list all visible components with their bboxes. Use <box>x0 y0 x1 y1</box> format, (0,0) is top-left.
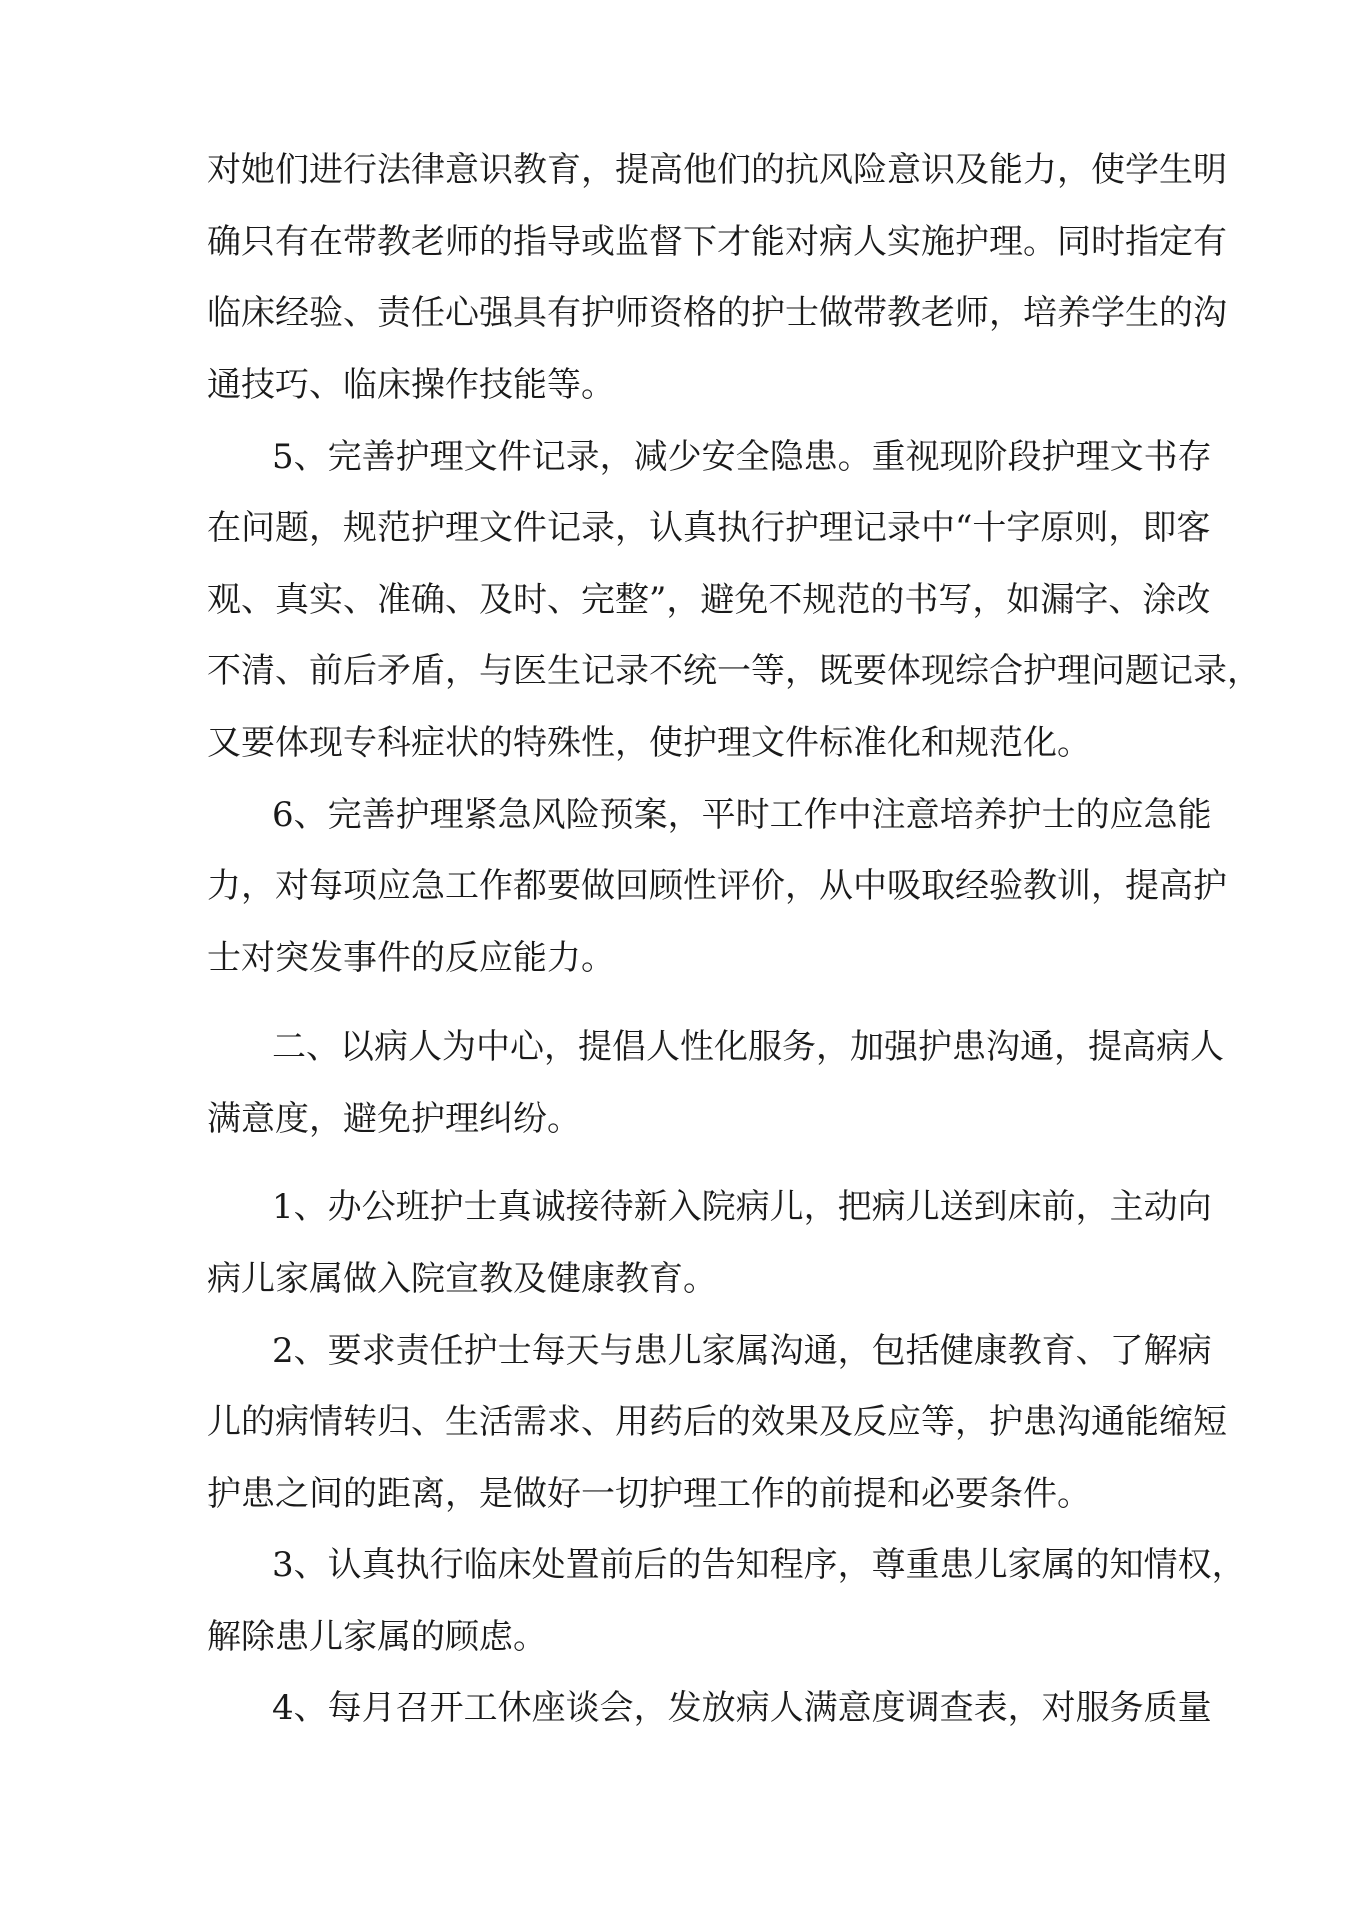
text-line: 解除患儿家属的顾虑。 <box>207 1617 547 1657</box>
text-line: 护患之间的距离，是做好一切护理工作的前提和必要条件。 <box>207 1474 1091 1514</box>
text-line: 士对突发事件的反应能力。 <box>207 938 615 978</box>
text-line: 6、完善护理紧急风险预案，平时工作中注意培养护士的应急能 <box>272 795 1212 835</box>
text-line: 3、认真执行临床处置前后的告知程序，尊重患儿家属的知情权， <box>272 1545 1246 1585</box>
text-line: 力，对每项应急工作都要做回顾性评价，从中吸取经验教训，提高护 <box>207 866 1227 906</box>
text-line: 观、真实、准确、及时、完整”，避免不规范的书写，如漏字、涂改 <box>207 580 1211 620</box>
text-line: 不清、前后矛盾，与医生记录不统一等，既要体现综合护理问题记录， <box>207 651 1261 691</box>
text-line: 5、完善护理文件记录，减少安全隐患。重视现阶段护理文书存 <box>272 437 1212 477</box>
text-line: 又要体现专科症状的特殊性，使护理文件标准化和规范化。 <box>207 723 1091 763</box>
text-line: 二、以病人为中心，提倡人性化服务，加强护患沟通，提高病人 <box>272 1027 1224 1067</box>
text-line: 通技巧、临床操作技能等。 <box>207 365 615 405</box>
text-line: 病儿家属做入院宣教及健康教育。 <box>207 1259 717 1299</box>
text-line: 临床经验、责任心强具有护师资格的护士做带教老师，培养学生的沟 <box>207 293 1227 333</box>
text-line: 满意度，避免护理纠纷。 <box>207 1099 581 1139</box>
text-line: 2、要求责任护士每天与患儿家属沟通，包括健康教育、了解病 <box>272 1331 1212 1371</box>
text-line: 1、办公班护士真诚接待新入院病儿，把病儿送到床前，主动向 <box>272 1187 1212 1227</box>
text-line: 对她们进行法律意识教育，提高他们的抗风险意识及能力，使学生明 <box>207 150 1227 190</box>
text-line: 在问题，规范护理文件记录，认真执行护理记录中“十字原则，即客 <box>207 508 1211 548</box>
text-line: 4、每月召开工休座谈会，发放病人满意度调查表，对服务质量 <box>272 1688 1212 1728</box>
text-line: 儿的病情转归、生活需求、用药后的效果及反应等，护患沟通能缩短 <box>207 1402 1227 1442</box>
text-line: 确只有在带教老师的指导或监督下才能对病人实施护理。同时指定有 <box>207 222 1227 262</box>
